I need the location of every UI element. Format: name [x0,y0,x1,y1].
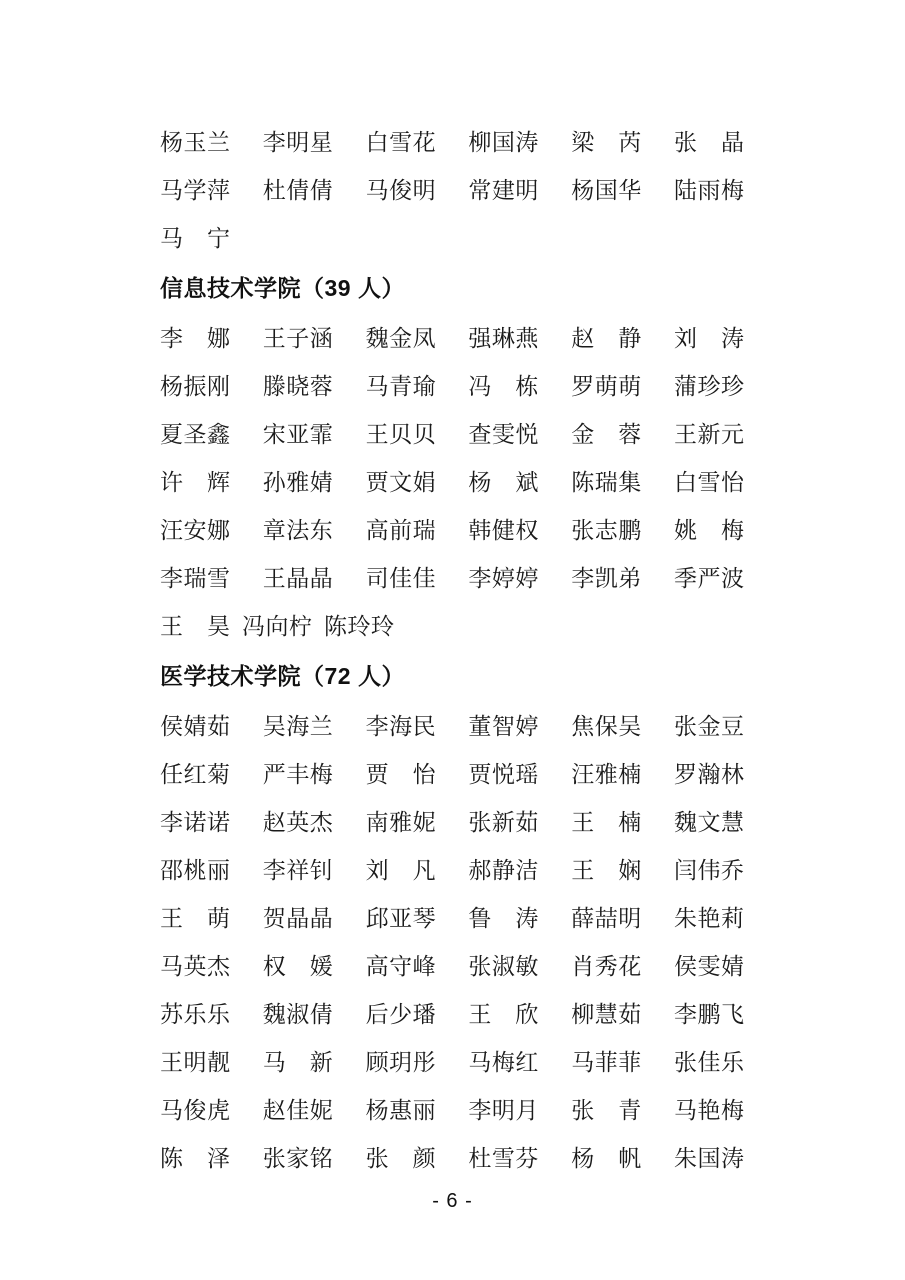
person-name: 李婷婷 [468,565,539,591]
name-row [160,1036,745,1084]
person-name: 贾悦瑶 [468,761,539,787]
person-name: 马学萍 [160,177,231,203]
person-name: 柳慧茹 [571,1001,642,1027]
person-name: 邱亚琴 [365,905,437,931]
person-name: 王晶晶 [262,565,334,591]
person-name: 章法东 [262,517,334,543]
person-name: 严丰梅 [262,761,334,787]
person-name: 张 青 [571,1097,642,1123]
person-name: 杨振刚 [160,373,231,399]
person-name: 邵桃丽 [160,857,231,883]
person-name: 汪安娜 [160,517,231,543]
person-name: 李明月 [468,1097,539,1123]
person-name: 吴海兰 [262,713,334,739]
person-name: 白雪花 [365,129,437,155]
person-name: 薛喆明 [571,905,642,931]
person-name: 马俊明 [365,177,437,203]
person-name: 鲁 涛 [468,905,539,931]
person-name: 魏文慧 [673,809,745,835]
person-name: 李诺诺 [160,809,231,835]
person-name: 王 欣 [468,1001,539,1027]
person-name: 权 媛 [262,953,334,979]
name-row [160,164,745,212]
name-row [160,700,745,748]
name-row [160,892,745,940]
person-name: 后少璠 [365,1001,437,1027]
med-college-heading: 医学技术学院（72 人） [160,662,405,689]
person-name: 马菲菲 [571,1049,642,1075]
person-name: 罗瀚林 [673,761,745,787]
person-name: 魏金凤 [365,325,437,351]
person-name: 肖秀花 [571,953,642,979]
name-row [160,360,745,408]
person-name: 夏圣鑫 [160,421,231,447]
person-name: 闫伟乔 [673,857,745,883]
name-row [160,844,745,892]
person-name: 赵 静 [571,325,642,351]
person-name: 常建明 [468,177,539,203]
person-name: 陆雨梅 [673,177,745,203]
person-name: 李鹏飞 [673,1001,745,1027]
person-name: 白雪怡 [673,469,745,495]
person-name: 王 萌 [160,905,231,931]
person-name: 季严波 [673,565,745,591]
person-name: 李凯弟 [571,565,642,591]
name-row [160,504,745,552]
person-name: 李瑞雪 [160,565,231,591]
name-row [160,748,745,796]
person-name: 马 宁 [160,225,231,251]
person-name: 刘 凡 [365,857,437,883]
it-college-name-list [160,312,745,648]
person-name: 焦保吴 [571,713,642,739]
person-name: 魏淑倩 [262,1001,334,1027]
person-name: 查雯悦 [468,421,539,447]
person-name: 侯婧茹 [160,713,231,739]
person-name: 陈瑞集 [571,469,642,495]
person-name: 苏乐乐 [160,1001,231,1027]
person-name: 王 娴 [571,857,642,883]
name-row [160,796,745,844]
person-name: 赵佳妮 [262,1097,334,1123]
person-name: 朱国涛 [673,1145,745,1171]
person-name: 汪雅楠 [571,761,642,787]
person-name: 李海民 [365,713,437,739]
name-row [160,312,745,360]
person-name: 杨 帆 [571,1145,642,1171]
person-name: 王 楠 [571,809,642,835]
person-name: 赵英杰 [262,809,334,835]
person-name: 杨玉兰 [160,129,231,155]
person-name: 王明靓 [160,1049,231,1075]
person-name: 郝静洁 [468,857,539,883]
person-name: 李明星 [262,129,334,155]
person-name: 杨国华 [571,177,642,203]
person-name: 张 颜 [365,1145,437,1171]
person-name: 金 蓉 [571,421,642,447]
name-row [160,940,745,988]
person-name: 陈玲玲 [324,613,395,639]
person-name: 姚 梅 [673,517,745,543]
person-name: 马青瑜 [365,373,437,399]
name-row [160,116,745,164]
person-name: 冯 栋 [468,373,539,399]
person-name: 高守峰 [365,953,437,979]
person-name: 张志鹏 [571,517,642,543]
person-name: 侯雯婧 [673,953,745,979]
person-name: 王子涵 [262,325,334,351]
person-name: 刘 涛 [673,325,745,351]
person-name: 马艳梅 [673,1097,745,1123]
med-college-name-list [160,700,745,1180]
person-name: 马 新 [262,1049,334,1075]
name-row [160,408,745,456]
continued-name-list [160,116,745,260]
person-name: 李祥钊 [262,857,334,883]
person-name: 蒲珍珍 [673,373,745,399]
person-name: 司佳佳 [365,565,437,591]
person-name: 张 晶 [673,129,745,155]
person-name: 柳国涛 [468,129,539,155]
name-row [160,456,745,504]
person-name: 张金豆 [673,713,745,739]
name-row [160,212,745,260]
person-name: 韩健权 [468,517,539,543]
person-name: 李 娜 [160,325,231,351]
person-name: 贺晶晶 [262,905,334,931]
person-name: 冯向柠 [242,613,313,639]
person-name: 陈 泽 [160,1145,231,1171]
person-name: 董智婷 [468,713,539,739]
person-name: 张新茹 [468,809,539,835]
person-name: 宋亚霏 [262,421,334,447]
person-name: 张淑敏 [468,953,539,979]
person-name: 梁 芮 [571,129,642,155]
person-name: 王贝贝 [365,421,437,447]
person-name: 贾文娟 [365,469,437,495]
person-name: 杜雪芬 [468,1145,539,1171]
person-name: 孙雅婧 [262,469,334,495]
person-name: 滕晓蓉 [262,373,334,399]
it-college-heading: 信息技术学院（39 人） [160,274,405,301]
person-name: 贾 怡 [365,761,437,787]
person-name: 马英杰 [160,953,231,979]
person-name: 张家铭 [262,1145,334,1171]
person-name: 杨惠丽 [365,1097,437,1123]
person-name: 许 辉 [160,469,231,495]
person-name: 杜倩倩 [262,177,334,203]
name-row [160,988,745,1036]
person-name: 王新元 [673,421,745,447]
person-name: 马梅红 [468,1049,539,1075]
person-name: 张佳乐 [673,1049,745,1075]
name-row [160,1132,745,1180]
name-row [160,600,745,648]
person-name: 王 昊 [160,613,231,639]
name-row [160,552,745,600]
person-name: 罗萌萌 [571,373,642,399]
person-name: 朱艳莉 [673,905,745,931]
person-name: 南雅妮 [365,809,437,835]
person-name: 强琳燕 [468,325,539,351]
document-content [160,116,745,1180]
page-number: - 6 - [432,1190,473,1212]
person-name: 顾玥彤 [365,1049,437,1075]
name-row [160,1084,745,1132]
person-name: 杨 斌 [468,469,539,495]
person-name: 任红菊 [160,761,231,787]
person-name: 马俊虎 [160,1097,231,1123]
person-name: 高前瑞 [365,517,437,543]
